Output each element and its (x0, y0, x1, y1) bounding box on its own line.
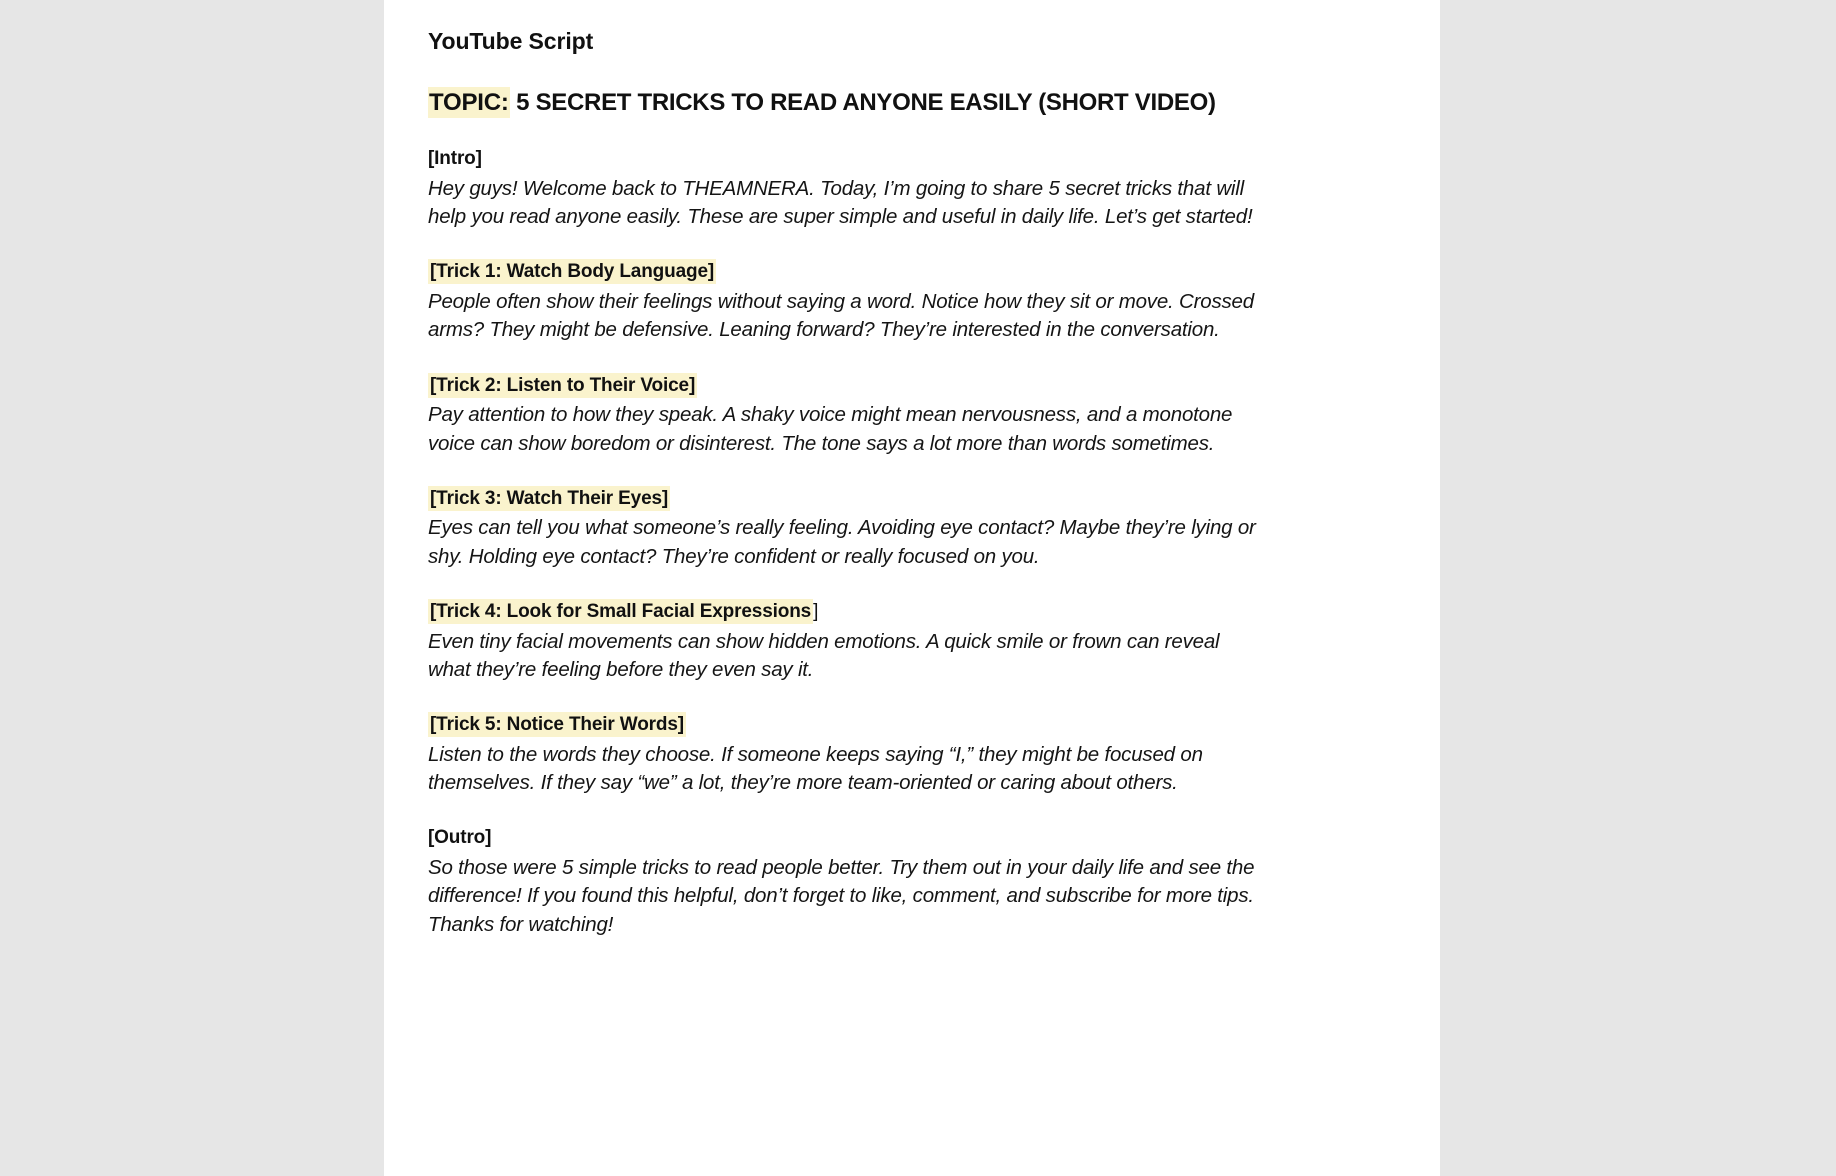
section-body: Hey guys! Welcome back to THEAMNERA. Today, I’m going to share 5 secret tricks that will help you read anyone easily. These are super simple and useful in daily life. Let’s get started! (428, 176, 1253, 229)
page-title: YouTube Script (428, 28, 594, 54)
section-heading (428, 146, 1256, 172)
section-heading (428, 259, 1256, 285)
section-heading (428, 373, 1256, 399)
section-heading-trailing-bracket: ] (813, 601, 819, 623)
script-section (428, 825, 1256, 938)
script-section (428, 599, 1256, 684)
section-heading (428, 486, 1256, 512)
topic-value: 5 SECRET TRICKS TO READ ANYONE EASILY (SHORT VIDEO) (516, 89, 1216, 117)
section-heading-text: [Trick 1: Watch Body Language] (430, 261, 715, 283)
section-body: Eyes can tell you what someone’s really feeling. Avoiding eye contact? Maybe they’re lying or shy. Holding eye contact? They’re confident or really focused on you. (428, 516, 1256, 568)
section-body: So those were 5 simple tricks to read people better. Try them out in your daily life and see the difference! If you found this helpful, don’t forget to like, comment, and subscribe for more tips. Thanks for watching! (428, 856, 1255, 936)
section-body: People often show their feelings without saying a word. Notice how they sit or move. Crossed arms? They might be defensive. Leaning forward? They’re interested in the conversation. (428, 290, 1254, 342)
section-heading-text: [Intro] (428, 148, 482, 170)
document-page (384, 0, 1440, 1176)
sections-container (428, 146, 1256, 939)
topic-line (428, 87, 1256, 118)
script-section (428, 373, 1256, 458)
section-heading (428, 825, 1256, 851)
script-section (428, 486, 1256, 571)
page-bottom-spacer (428, 939, 1256, 1029)
script-section (428, 259, 1256, 344)
section-heading (428, 712, 1256, 738)
section-heading-text: [Trick 3: Watch Their Eyes] (430, 487, 669, 509)
topic-label: TOPIC: (429, 89, 509, 117)
section-body: Listen to the words they choose. If someone keeps saying “I,” they might be focused on themselves. If they say “we” a lot, they’re more team-oriented or caring about others. (428, 742, 1203, 795)
section-body: Pay attention to how they speak. A shaky voice might mean nervousness, and a monotone voice can show boredom or disinterest. The tone says a lot more than words sometimes. (428, 403, 1233, 455)
section-heading-text: [Trick 5: Notice Their Words] (430, 714, 684, 736)
section-body: Even tiny facial movements can show hidden emotions. A quick smile or frown can reveal what they’re feeling before they even say it. (428, 629, 1220, 681)
script-section (428, 146, 1256, 231)
section-heading-text: [Trick 4: Look for Small Facial Expressions (430, 601, 812, 623)
document-content (428, 18, 1256, 1029)
section-heading-text: [Trick 2: Listen to Their Voice] (430, 374, 696, 396)
script-section (428, 712, 1256, 797)
section-heading (428, 599, 1256, 625)
section-heading-text: [Outro] (428, 827, 492, 849)
